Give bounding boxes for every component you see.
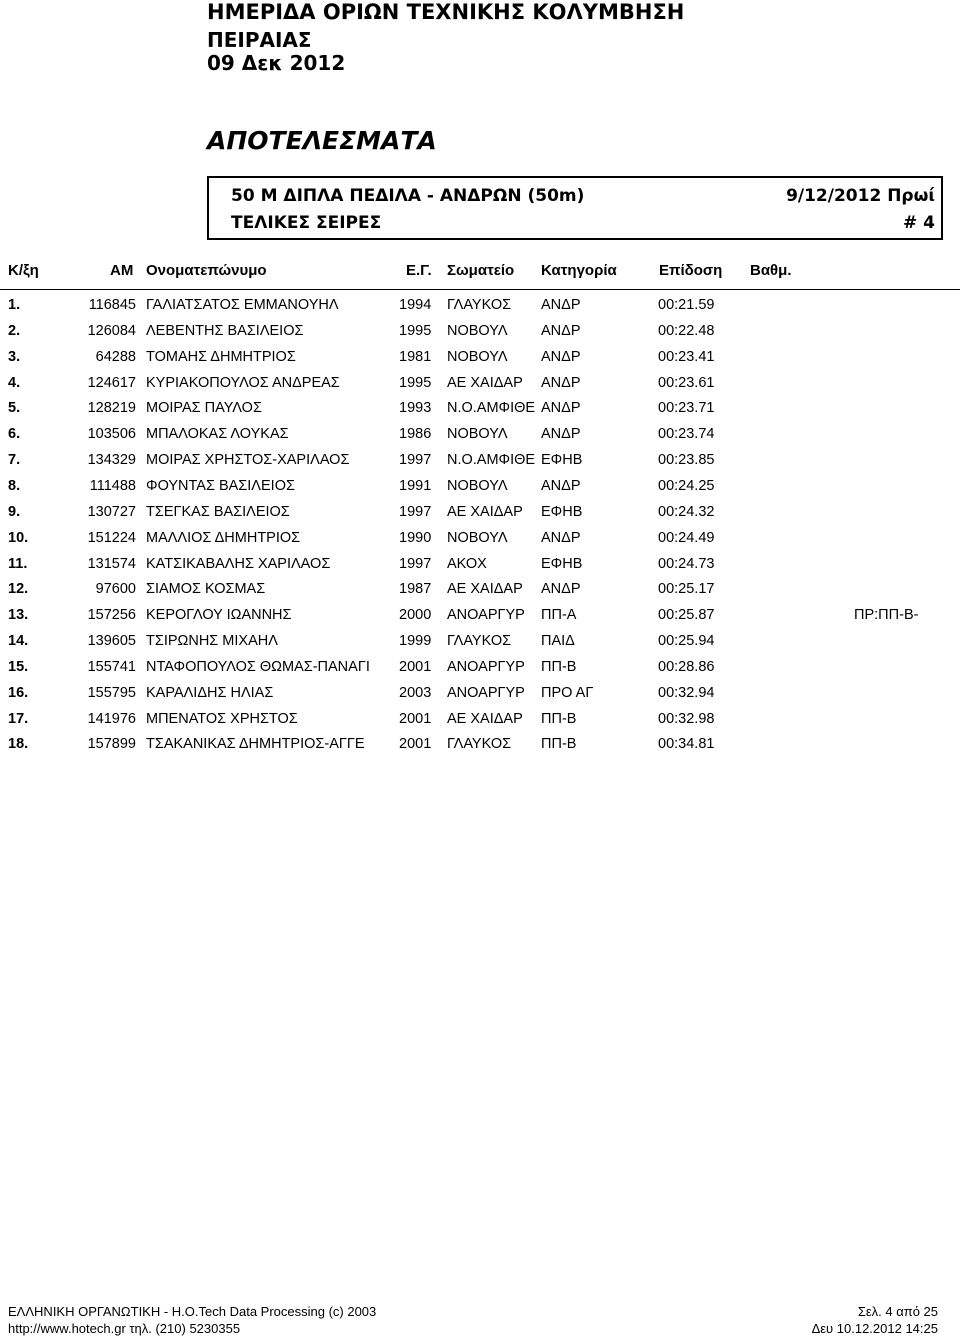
time-cell: 00:24.73 bbox=[658, 555, 715, 572]
yob-cell: 2001 bbox=[399, 658, 432, 675]
time-cell: 00:28.86 bbox=[658, 658, 715, 675]
club-cell: ΓΛΑΥΚΟΣ bbox=[447, 736, 512, 753]
table-row bbox=[0, 473, 960, 499]
yob-cell: 1995 bbox=[399, 374, 432, 391]
yob-cell: 1981 bbox=[399, 348, 432, 365]
name-cell: ΛΕΒΕΝΤΗΣ ΒΑΣΙΛΕΙΟΣ bbox=[146, 322, 304, 339]
rank-cell: 12. bbox=[8, 581, 29, 598]
time-cell: 00:32.98 bbox=[658, 710, 715, 727]
table-row bbox=[0, 576, 960, 602]
column-header-yob: Ε.Γ. bbox=[406, 262, 432, 279]
category-cell: ΑΝΔΡ bbox=[541, 581, 581, 598]
table-row bbox=[0, 680, 960, 706]
category-cell: ΑΝΔΡ bbox=[541, 322, 581, 339]
time-cell: 00:23.71 bbox=[658, 400, 715, 417]
name-cell: ΦΟΥΝΤΑΣ ΒΑΣΙΛΕΙΟΣ bbox=[146, 477, 295, 494]
table-row bbox=[0, 318, 960, 344]
name-cell: ΤΣΑΚΑΝΙΚΑΣ ΔΗΜΗΤΡΙΟΣ-ΑΓΓΕ bbox=[146, 736, 365, 753]
club-cell: ΑΕ ΧΑΙΔΑΡ bbox=[447, 503, 523, 520]
column-header-category: Κατηγορία bbox=[541, 262, 617, 279]
club-cell: ΝΟΒΟΥΛ bbox=[447, 477, 508, 494]
name-cell: ΝΤΑΦΟΠΟΥΛΟΣ ΘΩΜΑΣ-ΠΑΝΑΓΙ bbox=[146, 658, 370, 675]
name-cell: ΤΣΙΡΩΝΗΣ ΜΙΧΑΗΛ bbox=[146, 633, 278, 650]
table-row bbox=[0, 731, 960, 757]
time-cell: 00:25.94 bbox=[658, 633, 715, 650]
yob-cell: 2003 bbox=[399, 684, 432, 701]
table-row bbox=[0, 525, 960, 551]
name-cell: ΣΙΑΜΟΣ ΚΟΣΜΑΣ bbox=[146, 581, 266, 598]
time-cell: 00:32.94 bbox=[658, 684, 715, 701]
yob-cell: 1991 bbox=[399, 477, 432, 494]
column-header-name: Ονοματεπώνυμο bbox=[146, 262, 267, 279]
club-cell: ΝΟΒΟΥΛ bbox=[447, 529, 508, 546]
meet-venue: ΠΕΙΡΑΙΑΣ bbox=[207, 28, 312, 52]
header-divider bbox=[0, 289, 960, 290]
name-cell: ΤΣΕΓΚΑΣ ΒΑΣΙΛΕΙΟΣ bbox=[146, 503, 290, 520]
time-cell: 00:21.59 bbox=[658, 297, 715, 313]
yob-cell: 1993 bbox=[399, 400, 432, 417]
am-cell: 141976 bbox=[87, 710, 136, 727]
results-title: ΑΠΟΤΕΛΕΣΜΑΤΑ bbox=[207, 126, 437, 155]
rank-cell: 1. bbox=[8, 297, 21, 313]
club-cell: ΝΟΒΟΥΛ bbox=[447, 426, 508, 443]
category-cell: ΕΦΗΒ bbox=[541, 555, 583, 572]
table-row bbox=[0, 292, 960, 318]
category-cell: ΑΝΔΡ bbox=[541, 348, 581, 365]
rank-cell: 18. bbox=[8, 736, 29, 753]
am-cell: 103506 bbox=[87, 426, 136, 443]
rank-cell: 14. bbox=[8, 633, 29, 650]
club-cell: ΓΛΑΥΚΟΣ bbox=[447, 633, 512, 650]
yob-cell: 2001 bbox=[399, 736, 432, 753]
am-cell: 124617 bbox=[87, 374, 136, 391]
category-cell: ΑΝΔΡ bbox=[541, 400, 581, 417]
time-cell: 00:23.61 bbox=[658, 374, 715, 391]
yob-cell: 1995 bbox=[399, 322, 432, 339]
category-cell: ΕΦΗΒ bbox=[541, 503, 583, 520]
yob-cell: 2001 bbox=[399, 710, 432, 727]
column-header-am: ΑΜ bbox=[110, 262, 134, 279]
am-cell: 157256 bbox=[87, 607, 136, 624]
am-cell: 155741 bbox=[87, 658, 136, 675]
time-cell: 00:25.87 bbox=[658, 607, 715, 624]
category-cell: ΠΠ-Β bbox=[541, 736, 577, 753]
category-cell: ΑΝΔΡ bbox=[541, 426, 581, 443]
time-cell: 00:25.17 bbox=[658, 581, 715, 598]
am-cell: 155795 bbox=[87, 684, 136, 701]
table-row bbox=[0, 654, 960, 680]
category-cell: ΑΝΔΡ bbox=[541, 297, 581, 313]
event-round: ΤΕΛΙΚΕΣ ΣΕΙΡΕΣ bbox=[231, 213, 382, 233]
time-cell: 00:24.25 bbox=[658, 477, 715, 494]
rank-cell: 16. bbox=[8, 684, 29, 701]
category-cell: ΑΝΔΡ bbox=[541, 529, 581, 546]
club-cell: ΑΝΟΑΡΓΥΡ bbox=[447, 658, 525, 675]
name-cell: ΜΟΙΡΑΣ ΧΡΗΣΤΟΣ-ΧΑΡΙΛΑΟΣ bbox=[146, 452, 350, 469]
am-cell: 64288 bbox=[95, 348, 136, 365]
event-box bbox=[207, 176, 943, 240]
rank-cell: 2. bbox=[8, 322, 21, 339]
category-cell: ΠΡΟ ΑΓ bbox=[541, 684, 594, 701]
am-cell: 131574 bbox=[87, 555, 136, 572]
table-row bbox=[0, 421, 960, 447]
column-header-club: Σωματείο bbox=[447, 262, 515, 279]
yob-cell: 1987 bbox=[399, 581, 432, 598]
category-cell: ΕΦΗΒ bbox=[541, 452, 583, 469]
category-cell: ΠΠ-Β bbox=[541, 658, 577, 675]
name-cell: ΜΑΛΛΙΟΣ ΔΗΜΗΤΡΙΟΣ bbox=[146, 529, 301, 546]
club-cell: Ν.Ο.ΑΜΦΙΘΕ bbox=[447, 452, 536, 469]
name-cell: ΚΑΤΣΙΚΑΒΑΛΗΣ ΧΑΡΙΛΑΟΣ bbox=[146, 555, 331, 572]
club-cell: ΑΕ ΧΑΙΔΑΡ bbox=[447, 710, 523, 727]
club-cell: ΑΕ ΧΑΙΔΑΡ bbox=[447, 374, 523, 391]
yob-cell: 1997 bbox=[399, 503, 432, 520]
rank-cell: 6. bbox=[8, 426, 21, 443]
name-cell: ΤΟΜΑΗΣ ΔΗΜΗΤΡΙΟΣ bbox=[146, 348, 296, 365]
rank-cell: 11. bbox=[8, 555, 28, 572]
am-cell: 134329 bbox=[87, 452, 136, 469]
column-header-time: Επίδοση bbox=[659, 262, 723, 279]
yob-cell: 1986 bbox=[399, 426, 432, 443]
event-name: 50 Μ ΔΙΠΛΑ ΠΕΔΙΛΑ - ΑΝΔΡΩΝ (50m) bbox=[231, 186, 585, 206]
category-cell: ΠΑΙΔ bbox=[541, 633, 575, 650]
category-cell: ΠΠ-Β bbox=[541, 710, 577, 727]
club-cell: ΑΕ ΧΑΙΔΑΡ bbox=[447, 581, 523, 598]
heat-number: # 4 bbox=[903, 213, 935, 233]
yob-cell: 2000 bbox=[399, 607, 432, 624]
rank-cell: 5. bbox=[8, 400, 21, 417]
time-cell: 00:22.48 bbox=[658, 322, 715, 339]
am-cell: 111488 bbox=[89, 477, 136, 494]
am-cell: 151224 bbox=[87, 529, 136, 546]
time-cell: 00:34.81 bbox=[658, 736, 715, 753]
club-cell: ΑΚΟΧ bbox=[447, 555, 487, 572]
am-cell: 128219 bbox=[87, 400, 136, 417]
table-row bbox=[0, 370, 960, 396]
meet-title: ΗΜΕΡΙΔΑ ΟΡΙΩΝ ΤΕΧΝΙΚΗΣ ΚΟΛΥΜΒΗΣΗ bbox=[207, 0, 685, 24]
club-cell: ΓΛΑΥΚΟΣ bbox=[447, 297, 512, 313]
time-cell: 00:23.74 bbox=[658, 426, 715, 443]
time-cell: 00:23.85 bbox=[658, 452, 715, 469]
club-cell: Ν.Ο.ΑΜΦΙΘΕ bbox=[447, 400, 536, 417]
am-cell: 157899 bbox=[87, 736, 136, 753]
time-cell: 00:23.41 bbox=[658, 348, 715, 365]
am-cell: 139605 bbox=[87, 633, 136, 650]
footer-page-number: Σελ. 4 από 25 bbox=[857, 1304, 938, 1319]
name-cell: ΜΟΙΡΑΣ ΠΑΥΛΟΣ bbox=[146, 400, 262, 417]
am-cell: 97600 bbox=[95, 581, 136, 598]
record-note-cell: ΠΡ:ΠΠ-Β- bbox=[854, 607, 919, 624]
rank-cell: 3. bbox=[8, 348, 21, 365]
rank-cell: 10. bbox=[8, 529, 29, 546]
meet-date: 09 Δεκ 2012 bbox=[207, 51, 346, 75]
footer-timestamp: Δευ 10.12.2012 14:25 bbox=[811, 1321, 938, 1336]
rank-cell: 13. bbox=[8, 607, 29, 624]
yob-cell: 1994 bbox=[399, 297, 432, 313]
rank-cell: 4. bbox=[8, 374, 21, 391]
table-row bbox=[0, 602, 960, 628]
table-row bbox=[0, 551, 960, 577]
name-cell: ΜΠΑΛΟΚΑΣ ΛΟΥΚΑΣ bbox=[146, 426, 289, 443]
am-cell: 126084 bbox=[87, 322, 136, 339]
rank-cell: 8. bbox=[8, 477, 21, 494]
rank-cell: 7. bbox=[8, 452, 21, 469]
club-cell: ΑΝΟΑΡΓΥΡ bbox=[447, 607, 525, 624]
time-cell: 00:24.49 bbox=[658, 529, 715, 546]
footer-company: ΕΛΛΗΝΙΚΗ ΟΡΓΑΝΩΤΙΚΗ - Η.Ο.Tech Data Processing (c) 2003 bbox=[8, 1304, 377, 1319]
column-header-rank: Κ/ξη bbox=[8, 262, 39, 279]
table-row bbox=[0, 395, 960, 421]
am-cell: 116845 bbox=[88, 297, 136, 313]
yob-cell: 1999 bbox=[399, 633, 432, 650]
yob-cell: 1997 bbox=[399, 452, 432, 469]
name-cell: ΓΑΛΙΑΤΣΑΤΟΣ ΕΜΜΑΝΟΥΗΛ bbox=[146, 297, 339, 313]
am-cell: 130727 bbox=[87, 503, 136, 520]
table-row bbox=[0, 344, 960, 370]
club-cell: ΝΟΒΟΥΛ bbox=[447, 322, 508, 339]
table-row bbox=[0, 628, 960, 654]
time-cell: 00:24.32 bbox=[658, 503, 715, 520]
yob-cell: 1997 bbox=[399, 555, 432, 572]
club-cell: ΝΟΒΟΥΛ bbox=[447, 348, 508, 365]
column-header-points: Βαθμ. bbox=[750, 262, 792, 279]
category-cell: ΑΝΔΡ bbox=[541, 477, 581, 494]
club-cell: ΑΝΟΑΡΓΥΡ bbox=[447, 684, 525, 701]
table-row bbox=[0, 499, 960, 525]
table-row bbox=[0, 447, 960, 473]
name-cell: ΚΑΡΑΛΙΔΗΣ ΗΛΙΑΣ bbox=[146, 684, 274, 701]
table-row bbox=[0, 706, 960, 732]
yob-cell: 1990 bbox=[399, 529, 432, 546]
name-cell: ΚΕΡΟΓΛΟΥ ΙΩΑΝΝΗΣ bbox=[146, 607, 292, 624]
name-cell: ΜΠΕΝΑΤΟΣ ΧΡΗΣΤΟΣ bbox=[146, 710, 298, 727]
rank-cell: 15. bbox=[8, 658, 29, 675]
rank-cell: 9. bbox=[8, 503, 21, 520]
category-cell: ΑΝΔΡ bbox=[541, 374, 581, 391]
name-cell: ΚΥΡΙΑΚΟΠΟΥΛΟΣ ΑΝΔΡΕΑΣ bbox=[146, 374, 340, 391]
footer-contact: http://www.hotech.gr τηλ. (210) 5230355 bbox=[8, 1321, 241, 1336]
category-cell: ΠΠ-Α bbox=[541, 607, 577, 624]
event-date: 9/12/2012 Πρωί bbox=[786, 186, 935, 206]
rank-cell: 17. bbox=[8, 710, 29, 727]
